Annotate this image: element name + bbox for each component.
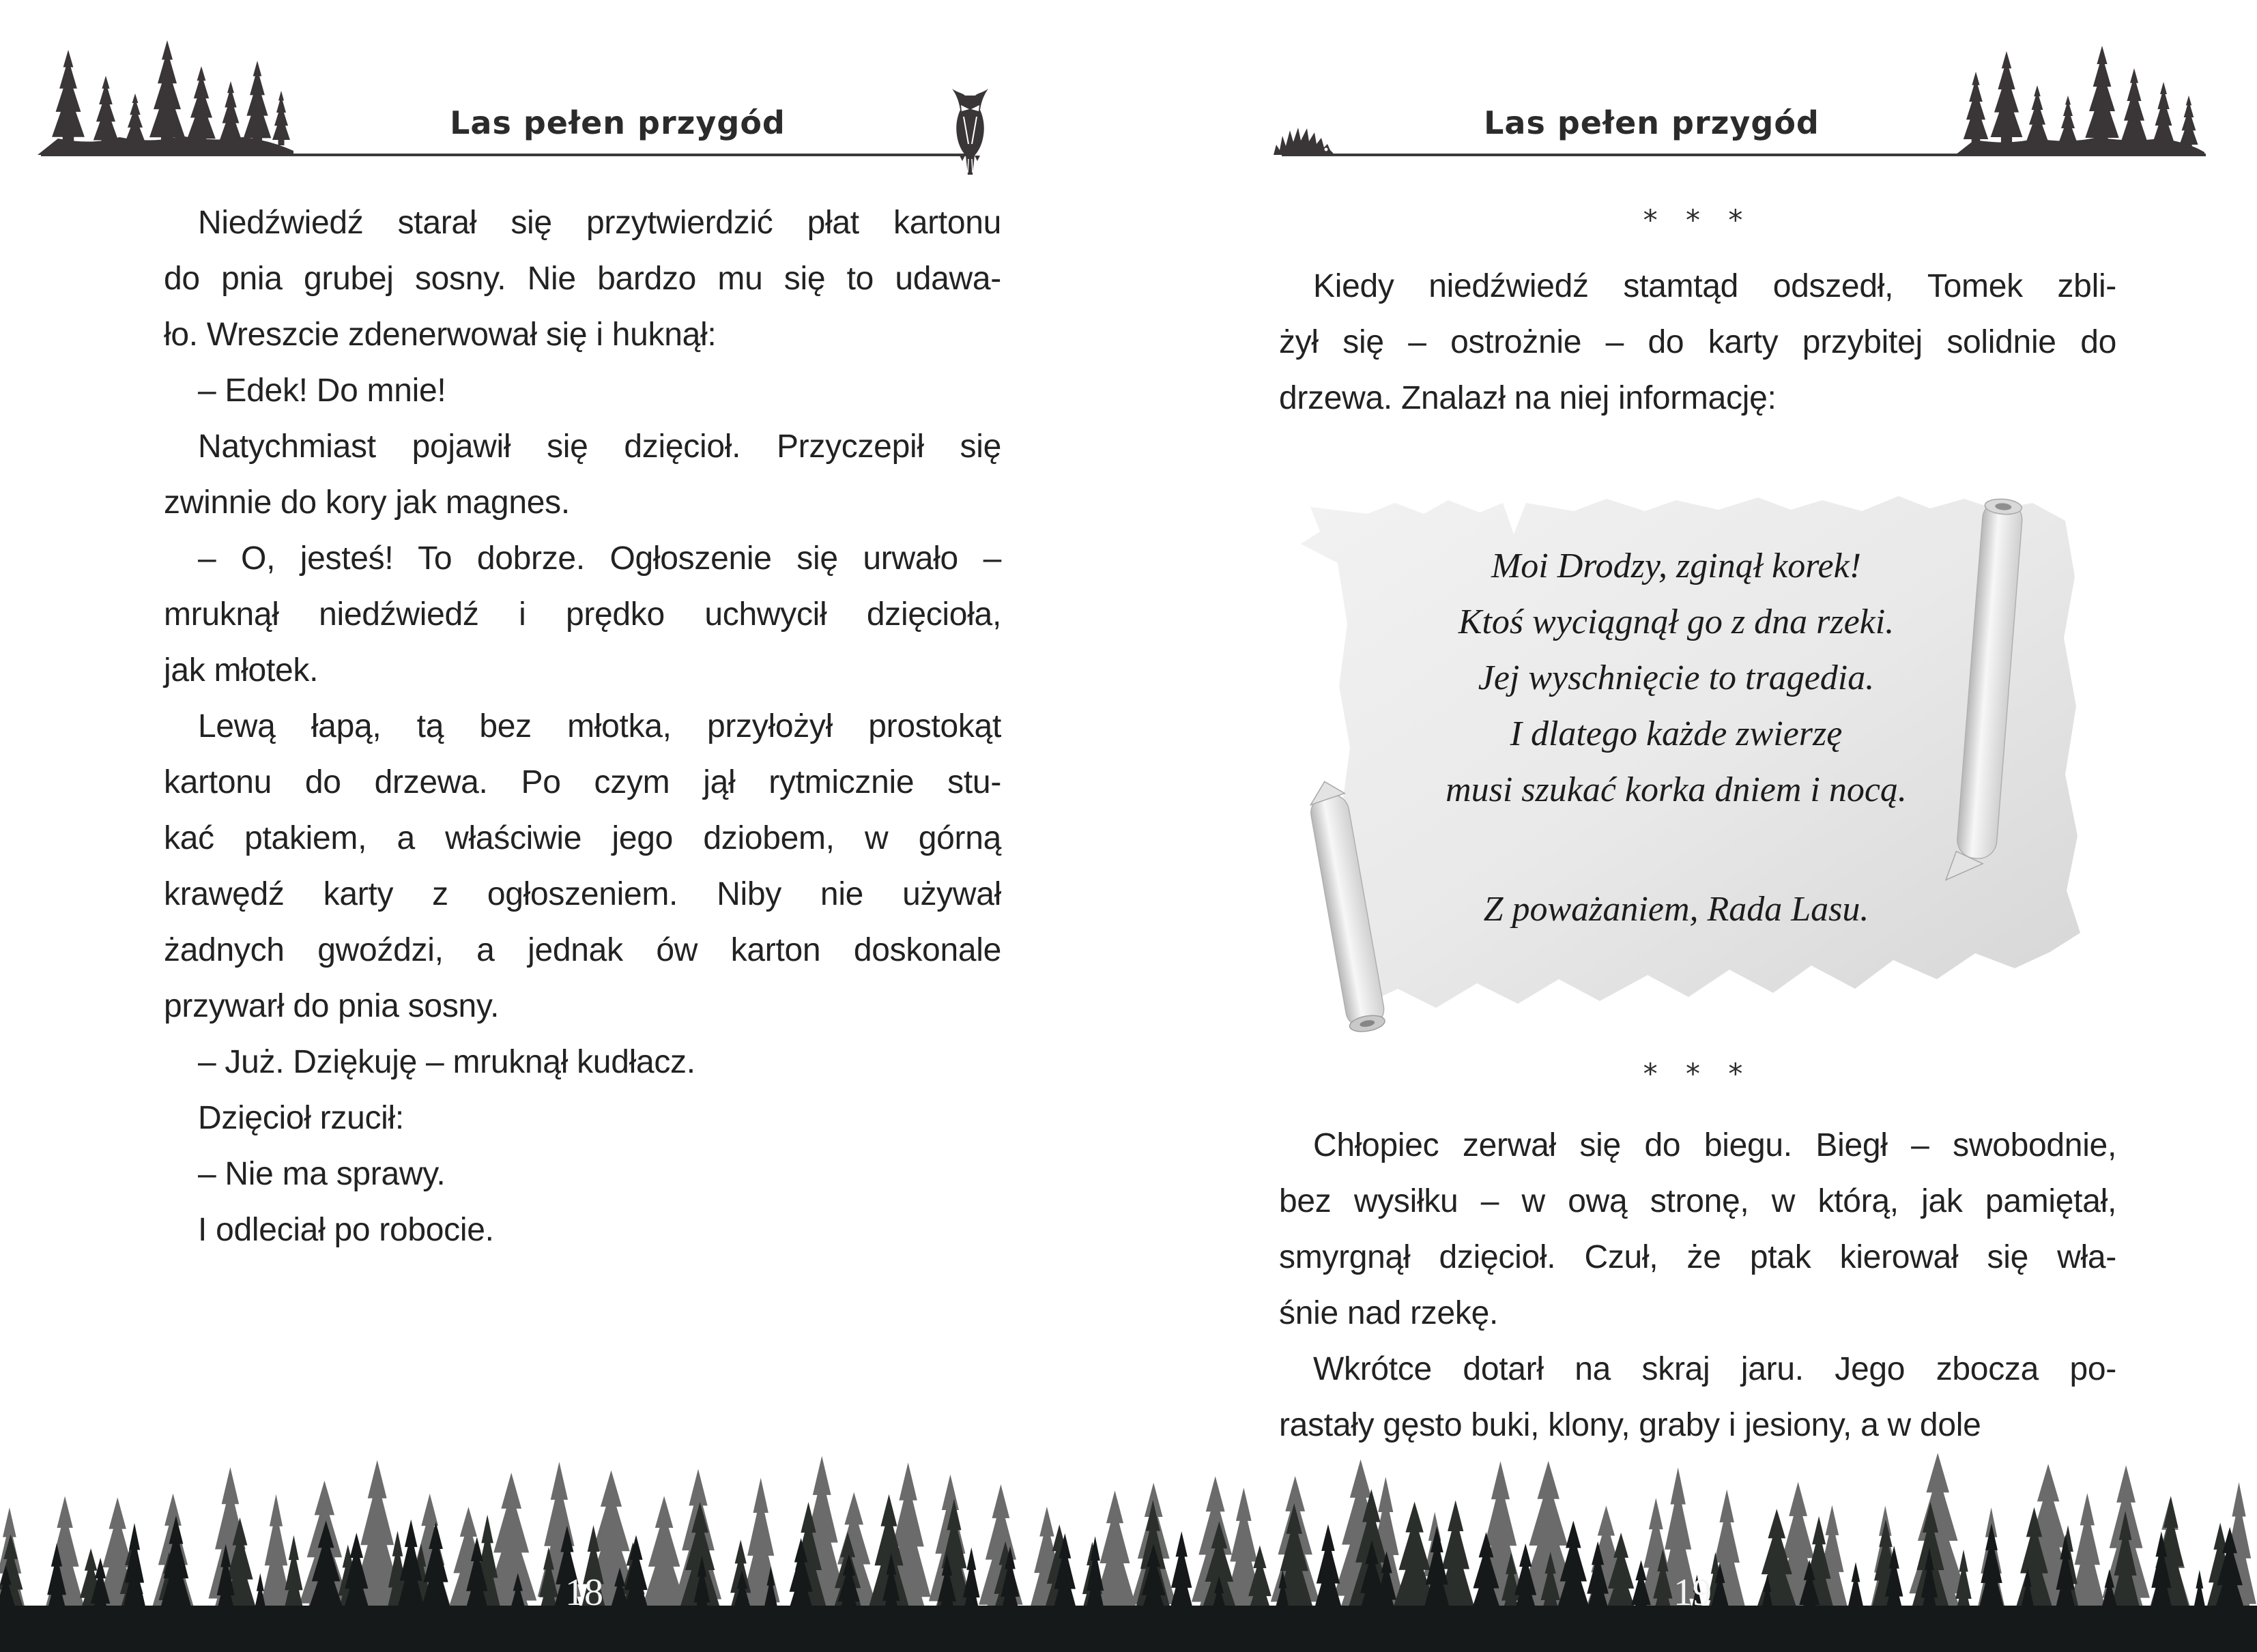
notice-signature: Z poważaniem, Rada Lasu. xyxy=(1483,890,1869,929)
paragraph xyxy=(164,1146,1001,1202)
paragraph xyxy=(1279,1118,2116,1342)
pine-trees-icon xyxy=(1955,31,2204,155)
text-line: żadnych gwoździ, a jednak ów karton doskonale xyxy=(164,932,1001,968)
text-line: Kiedy niedźwiedź stamtąd odszedł, Tomek zbli- xyxy=(1313,268,2116,304)
running-title-left: Las pełen przygód xyxy=(450,104,786,141)
paragraph xyxy=(164,1034,1001,1090)
page-number-right: 19 xyxy=(1673,1571,1712,1614)
text-line: kartonu do drzewa. Po czym jął rytmicznie stu- xyxy=(164,764,1001,800)
text-line: – Edek! Do mnie! xyxy=(198,373,446,409)
hedgehog-icon xyxy=(1271,126,1334,155)
paragraph xyxy=(1279,259,2116,426)
text-line: przywarł do pnia sosny. xyxy=(164,988,500,1024)
right-page-intro xyxy=(1279,259,2116,426)
text-line: Wkrótce dotarł na skraj jaru. Jego zbocza po- xyxy=(1313,1351,2116,1387)
paragraph xyxy=(164,1202,1001,1258)
left-page-text xyxy=(164,195,1001,1258)
text-line: Niedźwiedź starał się przytwierdzić płat kartonu xyxy=(198,205,1001,241)
paragraph xyxy=(164,195,1001,363)
text-line: rastały gęsto buki, klony, graby i jesiony, a w dole xyxy=(1279,1407,1981,1443)
text-line: – Nie ma sprawy. xyxy=(198,1156,446,1192)
text-line: smyrgnął dzięcioł. Czuł, że ptak kierował się wła- xyxy=(1279,1239,2116,1275)
paragraph xyxy=(164,363,1001,419)
forest-footer xyxy=(0,1447,2257,1652)
notice-line: Moi Drodzy, zginął korek! xyxy=(1491,547,1862,585)
text-line: żył się – ostrożnie – do karty przybitej solidnie do xyxy=(1279,324,2116,360)
section-separator: * * * xyxy=(1643,203,1753,237)
paragraph xyxy=(164,419,1001,531)
notice-lines xyxy=(1321,538,2031,818)
text-line: krawędź karty z ogłoszeniem. Niby nie używał xyxy=(164,876,1001,912)
right-page-text xyxy=(1279,1118,2116,1453)
text-line: drzewa. Znalazł na niej informację: xyxy=(1279,380,1777,416)
text-line: I odleciał po robocie. xyxy=(198,1212,494,1248)
section-separator: * * * xyxy=(1643,1057,1753,1090)
paragraph xyxy=(1279,1342,2116,1453)
notice-line: musi szukać korka dniem i nocą. xyxy=(1446,770,1907,809)
text-line: kać ptakiem, a właściwie jego dziobem, w górną xyxy=(164,820,1001,856)
text-line: zwinnie do kory jak magnes. xyxy=(164,484,570,521)
notice-line: Jej wyschnięcie to tragedia. xyxy=(1478,658,1875,697)
paragraph xyxy=(164,531,1001,699)
pine-trees-icon xyxy=(38,31,293,155)
text-line: – Już. Dziękuję – mruknął kudłacz. xyxy=(198,1044,695,1080)
text-line: Natychmiast pojawił się dzięcioł. Przyczepił się xyxy=(198,429,1001,465)
text-line: jak młotek. xyxy=(164,652,319,689)
running-title-right: Las pełen przygód xyxy=(1484,104,1820,141)
text-line: Lewą łapą, tą bez młotka, przyłożył prostokąt xyxy=(198,708,1001,744)
owl-icon xyxy=(951,87,990,175)
paragraph xyxy=(164,699,1001,1034)
paragraph xyxy=(164,1090,1001,1146)
text-line: Dzięcioł rzucił: xyxy=(198,1100,404,1136)
notice-line: Ktoś wyciągnął go z dna rzeki. xyxy=(1458,603,1895,641)
text-line: – O, jesteś! To dobrze. Ogłoszenie się urwało – xyxy=(198,540,1001,577)
notice-scroll xyxy=(1280,481,2097,1061)
text-line: do pnia grubej sosny. Nie bardzo mu się to udawa- xyxy=(164,261,1001,297)
text-line: bez wysiłku – w ową stronę, w którą, jak pamiętał, xyxy=(1279,1183,2116,1219)
text-line: śnie nad rzekę. xyxy=(1279,1295,1499,1331)
text-line: Chłopiec zerwał się do biegu. Biegł – swobodnie, xyxy=(1313,1127,2116,1163)
notice-text xyxy=(1321,538,2031,938)
text-line: mruknął niedźwiedź i prędko uchwycił dzięcioła, xyxy=(164,596,1001,633)
notice-line: I dlatego każde zwierzę xyxy=(1510,714,1843,753)
text-line: ło. Wreszcie zdenerwował się i huknął: xyxy=(164,317,717,353)
page-number-left: 18 xyxy=(565,1571,603,1614)
